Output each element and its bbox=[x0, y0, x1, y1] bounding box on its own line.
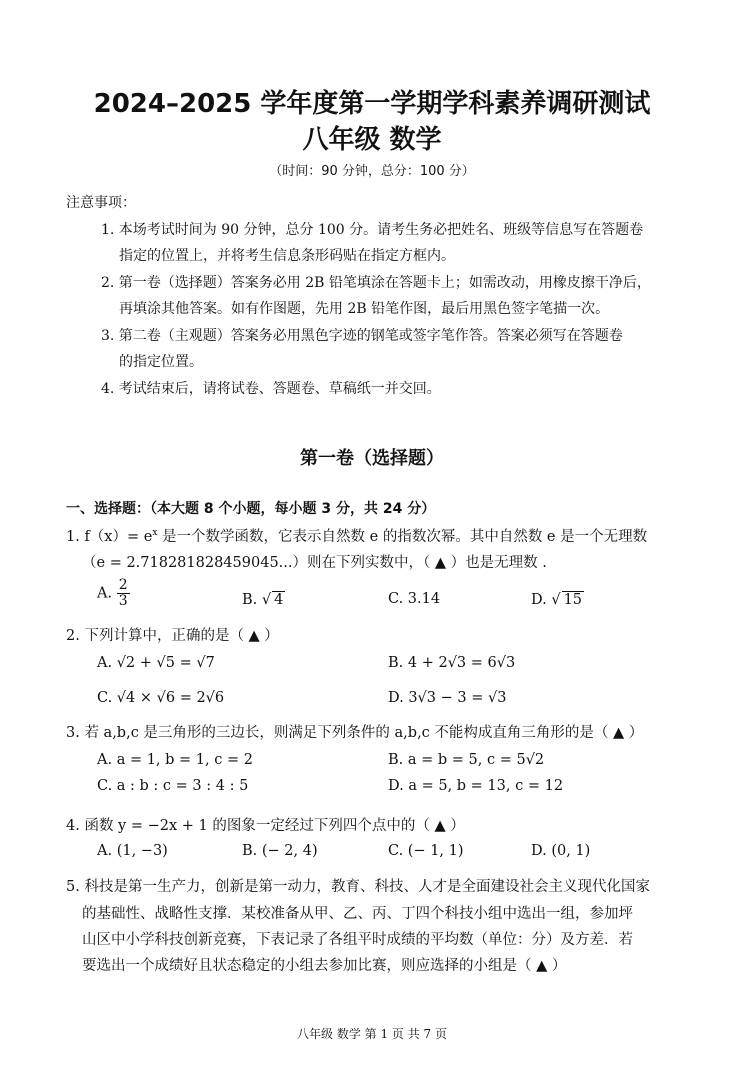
q3-option-c: C. a : b : c = 3 : 4 : 5 bbox=[97, 778, 249, 794]
q3-option-b: B. a = b = 5, c = 5√2 bbox=[388, 752, 545, 768]
note-3-line2: 的指定位置。 bbox=[119, 354, 203, 370]
note-1-line2: 指定的位置上，并将考生信息条形码贴在指定方框内。 bbox=[119, 248, 455, 264]
note-2-line2: 再填涂其他答案。如有作图题，先用 2B 铅笔作图，最后用黑色签字笔描一次。 bbox=[119, 301, 610, 317]
q1-option-c: C. 3.14 bbox=[388, 591, 441, 607]
q5-stem-line3: 山区中小学科技创新竞赛，下表记录了各组平时成绩的平均数（单位：分）及方差．若 bbox=[82, 932, 633, 948]
q2-option-b: B. 4 + 2√3 = 6√3 bbox=[388, 655, 516, 671]
section-title: 第一卷（选择题） bbox=[300, 448, 444, 469]
q1-stem-line2: （e = 2.718281828459045...）则在下列实数中，（ ▲ ）也是无理数 . bbox=[82, 555, 547, 571]
q4-option-c: C. (− 1, 1) bbox=[388, 843, 464, 859]
time-info: （时间：90 分钟，总分：100 分） bbox=[269, 164, 475, 179]
q4-option-b: B. (− 2, 4) bbox=[242, 843, 318, 859]
q3-option-d: D. a = 5, b = 13, c = 12 bbox=[388, 778, 564, 794]
q4-stem: 4. 函数 y = −2x + 1 的图象一定经过下列四个点中的（ ▲ ） bbox=[66, 818, 465, 834]
q1-option-d: D. √ 15 bbox=[531, 592, 583, 608]
q1-option-b: B. √ 4 bbox=[242, 592, 284, 608]
q2-option-c: C. √4 × √6 = 2√6 bbox=[97, 690, 225, 706]
exam-title: 2024–2025 学年度第一学期学科素养调研测试 bbox=[93, 89, 651, 119]
note-1-line1: 1. 本场考试时间为 90 分钟，总分 100 分。请考生务必把姓名、班级等信息写在答题卷 bbox=[101, 222, 644, 238]
q5-stem-line4: 要选出一个成绩好且状态稳定的小组去参加比赛，则应选择的小组是（ ▲ ） bbox=[82, 958, 567, 974]
q3-option-a: A. a = 1, b = 1, c = 2 bbox=[97, 752, 253, 768]
q5-stem-line1: 5. 科技是第一生产力，创新是第一动力，教育、科技、人才是全面建设社会主义现代化国家 bbox=[66, 879, 650, 895]
q5-stem-line2: 的基础性、战略性支撑．某校准备从甲、乙、丙、丁四个科技小组中选出一组，参加坪 bbox=[82, 906, 633, 922]
q4-option-a: A. (1, −3) bbox=[97, 843, 168, 859]
q1-option-a: A. $\frac{2}{3}$ bbox=[97, 577, 128, 609]
note-3-line1: 3. 第二卷（主观题）答案务必用黑色字迹的钢笔或签字笔作答。答案必须写在答题卷 bbox=[101, 328, 623, 344]
q2-stem: 2. 下列计算中，正确的是（ ▲ ） bbox=[66, 628, 279, 644]
q2-option-d: D. 3√3 − 3 = √3 bbox=[388, 690, 507, 706]
note-2-line1: 2. 第一卷（选择题）答案务必用 2B 铅笔填涂在答题卡上；如需改动，用橡皮擦干净后， bbox=[101, 275, 651, 291]
q3-stem: 3. 若 a,b,c 是三角形的三边长，则满足下列条件的 a,b,c 不能构成直角三角形的是（ ▲ ） bbox=[66, 725, 644, 741]
exam-subtitle: 八年级 数学 bbox=[302, 125, 442, 155]
q4-option-d: D. (0, 1) bbox=[531, 843, 591, 859]
page-footer: 八年级 数学 第 1 页 共 7 页 bbox=[297, 1027, 447, 1041]
q1-option-a-fraction: $\frac{2}{3}$ bbox=[118, 577, 128, 609]
q2-option-a: A. √2 + √5 = √7 bbox=[97, 655, 215, 671]
note-4-line1: 4. 考试结束后，请将试卷、答题卷、草稿纸一并交回。 bbox=[101, 381, 441, 397]
notes-heading: 注意事项： bbox=[66, 195, 136, 211]
q1-stem-line1: 1. $f(x)= e^x$ 是一个数学函数，它表示自然数 e 的指数次幂。其中自然数 e 是一个无理数 bbox=[66, 528, 648, 545]
part-heading: 一、选择题：（本大题 8 个小题，每小题 3 分，共 24 分） bbox=[66, 501, 436, 517]
